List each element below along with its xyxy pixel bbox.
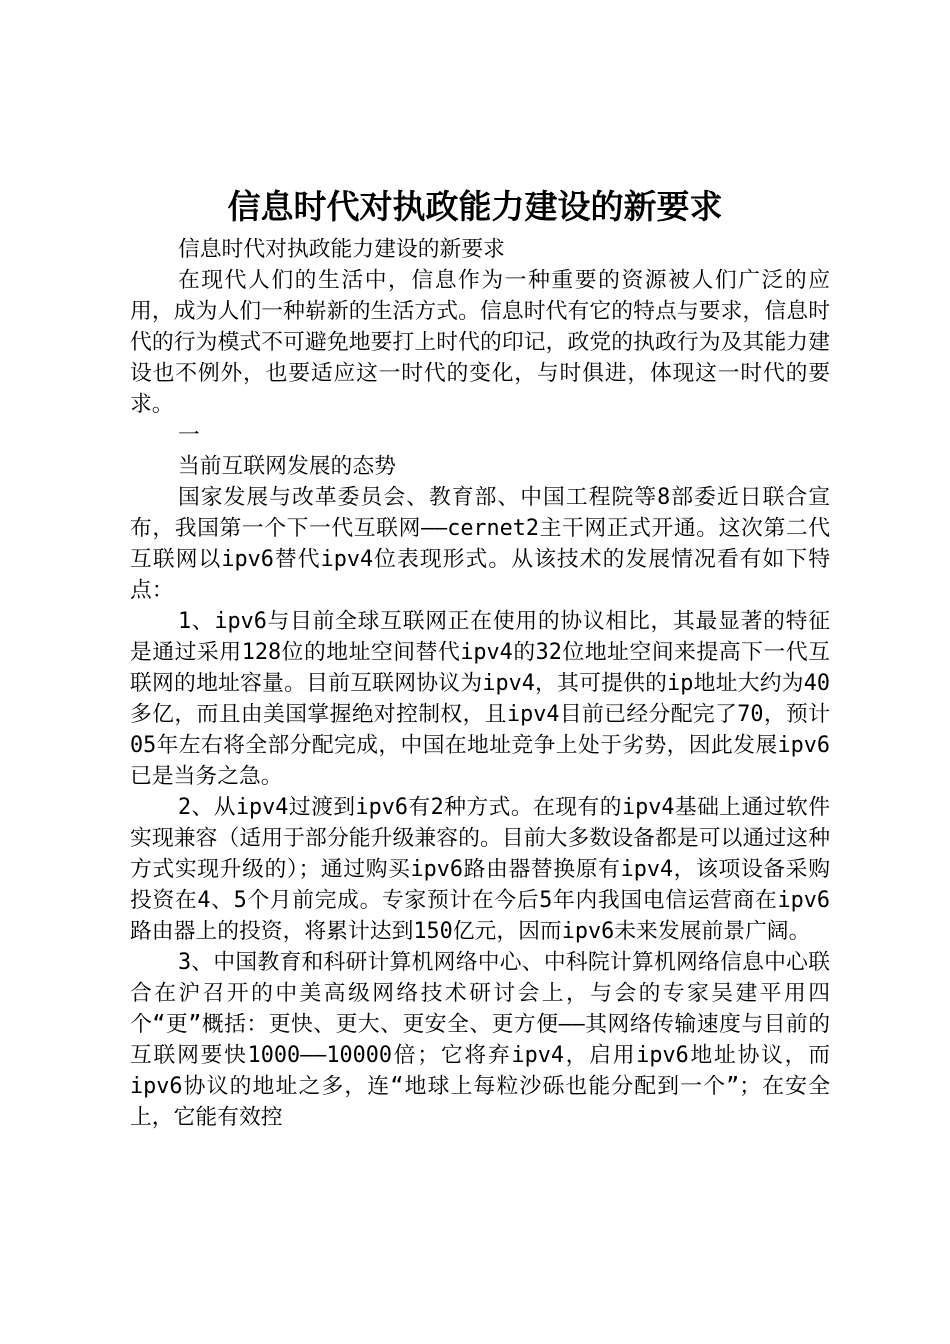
paragraph-point-3: 3、中国教育和科研计算机网络中心、中科院计算机网络信息中心联合在沪召开的中美高级网络技术研讨会上，与会的专家吴建平用四个“更”概括：更快、更大、更安全、更方便——其网络传输速度与目前的互联网要快1000——10000倍；它将弃ipv4，启用ipv6地址协议，而ipv6协议的地址之多，连“地球上每粒沙砾也能分配到一个”；在安全上，它能有效控 xyxy=(130,950,830,1130)
paragraph-subtitle: 信息时代对执政能力建设的新要求 xyxy=(177,237,505,262)
document-title: 信息时代对执政能力建设的新要求 xyxy=(227,187,723,226)
section-number: 一 xyxy=(177,423,200,448)
section-heading: 当前互联网发展的态势 xyxy=(177,454,396,479)
paragraph-point-1: 1、ipv6与目前全球互联网正在使用的协议相比，其最显著的特征是通过采用128位的地址空间替代ipv4的32位地址空间来提高下一代互联网的地址容量。目前互联网协议为ipv4，其可提供的ip地址大约为40多亿，而且由美国掌握绝对控制权，且ipv4目前已经分配完了70，预计05年左右将全部分配完成，中国在地址竞争上处于劣势，因此发展ipv6已是当务之急。 xyxy=(130,609,830,789)
document-body xyxy=(130,234,830,1133)
paragraph-announcement: 国家发展与改革委员会、教育部、中国工程院等8部委近日联合宣布，我国第一个下一代互联网——cernet2主干网正式开通。这次第二代互联网以ipv6替代ipv4位表现形式。从该技术的发展情况看有如下特点： xyxy=(130,485,830,603)
paragraph-intro: 在现代人们的生活中，信息作为一种重要的资源被人们广泛的应用，成为人们一种崭新的生活方式。信息时代有它的特点与要求，信息时代的行为模式不可避免地要打上时代的印记，政党的执政行为及其能力建设也不例外，也要适应这一时代的变化，与时俱进，体现这一时代的要求。 xyxy=(130,268,830,417)
paragraph-point-2: 2、从ipv4过渡到ipv6有2种方式。在现有的ipv4基础上通过软件实现兼容（适用于部分能升级兼容的。目前大多数设备都是可以通过这种方式实现升级的）；通过购买ipv6路由器替换原有ipv4，该项设备采购投资在4、5个月前完成。专家预计在今后5年内我国电信运营商在ipv6路由器上的投资，将累计达到150亿元，因而ipv6未来发展前景广阔。 xyxy=(130,795,830,944)
